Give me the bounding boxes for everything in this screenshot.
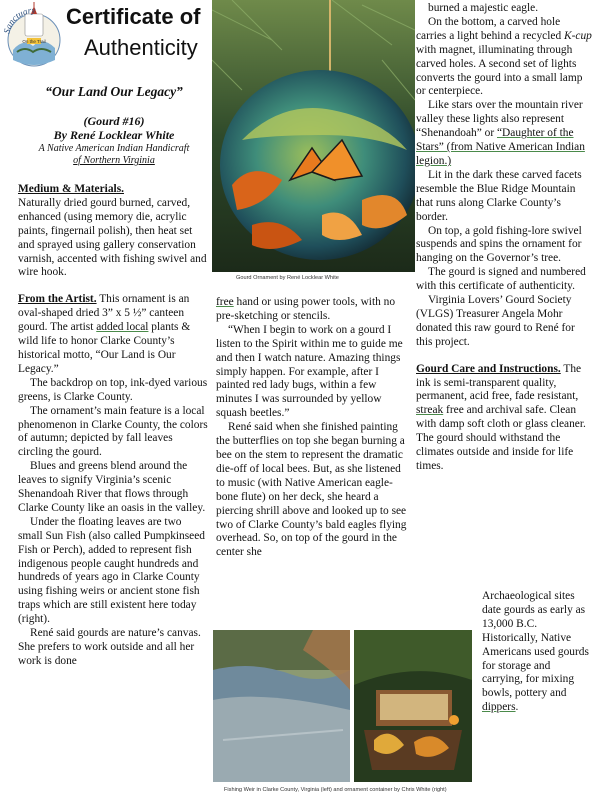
care-text-b: free and archival safe. Clean with damp soft cloth or glass cleaner. The gourd should withstand the climates outside and inside for life times. [416, 404, 586, 472]
arch-dippers: dippers [482, 701, 516, 714]
care-text-a: The ink is semi-transparent quality, permanent, acid free, fade resistant, [416, 362, 582, 403]
col2-free-underlined: free [216, 296, 234, 308]
col1-paragraph-6: René said gourds are nature’s canvas. She prefers to work outside and all her work is done [18, 627, 201, 667]
top-photo-caption: Gourd Ornament by René Locklear White [236, 275, 339, 281]
column-3 [416, 2, 592, 474]
certificate-title-line2: Authenticity [84, 35, 198, 60]
col3-paragraph-1b: with magnet, illuminating through carved holes. A second set of lights converts the gourd into a small lamp or centerpiece. [416, 43, 583, 98]
col3-daughter-of-stars: “Daughter of the Stars” (from Native American Indian legion.) [416, 127, 585, 167]
col2-paragraph-3: René said when she finished painting the butterflies on top she began burning a bee on the stem to represent the dramatic die-off of local bees. But, as she listened to music (with Native American eagle-bone flute) on her deck, she heard a piercing shrill above and looked up to see two of Clarke County’s bald eagles flying overhead. So, on top of the gourd in the center she [216, 421, 407, 559]
col3-paragraph-2a: Like stars over the mountain river valley these lights also represent “Shenandoah” or [416, 99, 583, 140]
desc-line-2: of Northern Virginia [73, 155, 155, 166]
materials-heading: Medium & Materials. [18, 183, 124, 195]
bottom-photo-caption: Fishing Weir in Clarke County, Virginia (left) and ornament container by Chris White (right) [224, 787, 447, 793]
ornament-name: “Our Land Our Legacy” [45, 84, 183, 99]
gourd-number: (Gourd #16) [83, 114, 145, 128]
col2-paragraph-2: “When I begin to work on a gourd I listen to the Spirit within me to guide me and then I watch nature. Amazing things simply happen. For example, after I painted red lady bugs, within a few minutes I was surrounded by yellow squash beetles.” [216, 323, 403, 420]
col3-paragraph-4: On top, a gold fishing-lore swivel suspends and spins the ornament for hanging on the Governor’s tree. [416, 224, 582, 265]
artist-text-a: This ornament is an oval-shaped dried 3” x 5 ½” canteen gourd. The artist [18, 293, 190, 334]
artist-description [20, 143, 208, 167]
col1-paragraph-4: Blues and greens blend around the leaves to signify Virginia’s scenic Shenandoah River that flows through Clarke County like an oasis in the valley. [18, 460, 206, 514]
artist-text-b: plants & wild life to honor Clarke County’s historical motto, “Our Land is Our Legacy.” [18, 321, 191, 375]
col3-paragraph-5: The gourd is signed and numbered with this certificate of authenticity. [416, 266, 586, 293]
fishing-weir-photo [213, 630, 350, 782]
gourd-ornament-photo [212, 0, 415, 272]
col3-paragraph-0: burned a majestic eagle. [428, 2, 539, 14]
arch-text-b: . [515, 701, 519, 714]
materials-body: Naturally dried gourd burned, carved, enhanced (using memory die, acrylic paints, fingernail polish), then heat set and sprayed using gallery conservation varnish, accented with fishing swivel and wire hook. [18, 196, 207, 279]
col1-paragraph-3: The ornament’s main feature is a local phenomenon in Clarke County, the colors of autumn; depicted by fall leaves circling the gourd. [18, 404, 208, 459]
archaeology-note [482, 590, 590, 715]
artist-byline: By René Locklear White [53, 128, 175, 142]
desc-line-1: A Native American Indian Handicraft [38, 143, 190, 154]
col1-paragraph-2: The backdrop on top, ink-dyed various greens, is Clarke County. [18, 376, 208, 403]
ornament-container-photo [354, 630, 472, 782]
col3-paragraph-6: Virginia Lovers’ Gourd Society (VLGS) Treasurer Angela Mohr donated this raw gourd to René for this project. [416, 294, 575, 348]
sanctuary-logo [3, 2, 65, 70]
certificate-title: Certificate of [66, 4, 201, 29]
care-streak: streak [416, 404, 444, 417]
column-1 [18, 183, 208, 669]
arch-text-a: Archaeological sites date gourds as early as 13,000 B.C. Historically, Native Americans used gourds for storage and carrying, for mixing bowls, pottery and [482, 590, 589, 700]
col3-paragraph-3: Lit in the dark these carved facets resemble the Blue Ridge Mountain that runs along Clarke County’s border. [416, 168, 582, 223]
logo-bottom-text: On the Trail [22, 39, 46, 44]
col1-paragraph-5: Under the floating leaves are two small Sun Fish (also called Pumpkinseed Fish or Perch), added to represent fish indigenous people caught hundreds and hundreds of years ago in Clarke County using fishing weirs or ancient stone fish traps which are still existent here today (right). [18, 515, 205, 626]
column-2 [216, 296, 408, 560]
col2-paragraph-1: hand or using power tools, with no pre-sketching or stencils. [216, 296, 396, 322]
care-heading: Gourd Care and Instructions. [416, 362, 561, 375]
artist-heading: From the Artist. [18, 293, 97, 306]
col3-kcup: K-cup [564, 29, 592, 42]
artist-text-underlined: added local [96, 321, 149, 334]
col3-paragraph-1a: On the bottom, a carved hole carries a light behind a recycled [416, 15, 565, 42]
logo-top-text: anctuary [3, 4, 36, 31]
